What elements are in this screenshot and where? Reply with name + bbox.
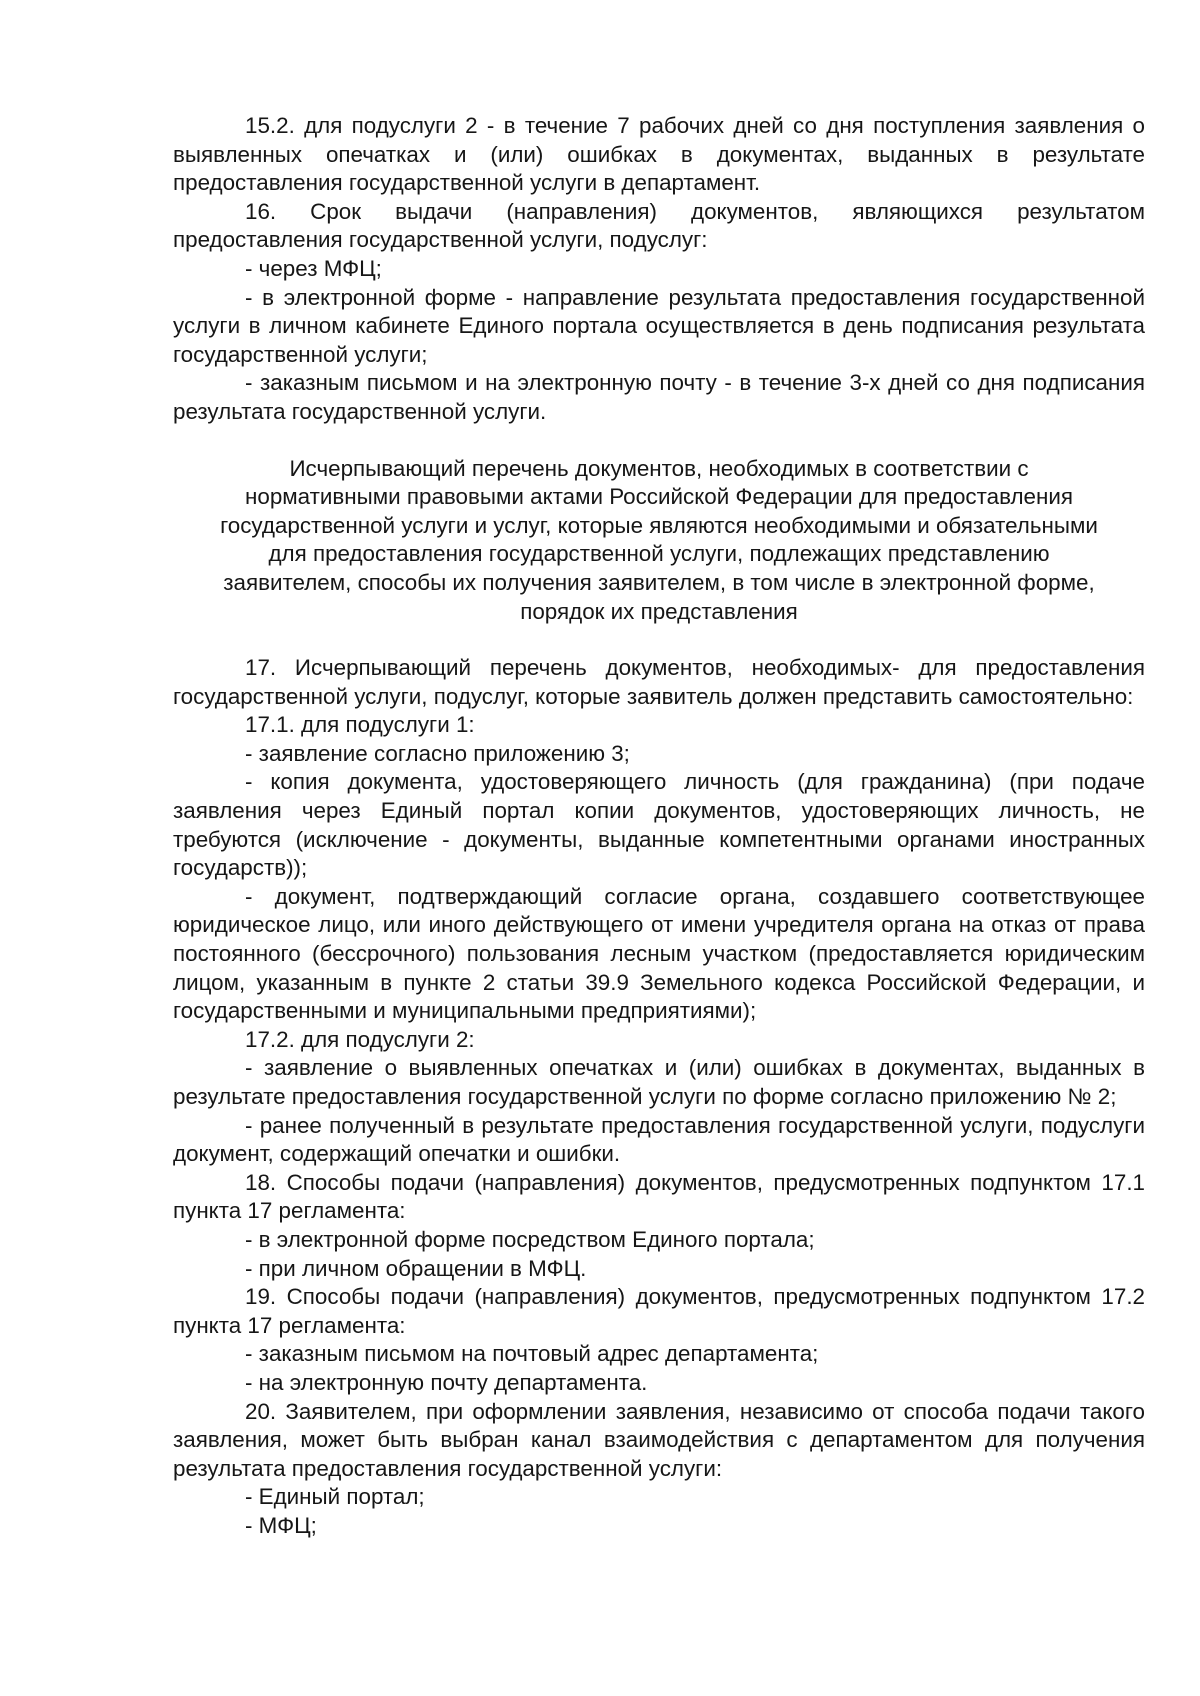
paragraph-17-2: 17.2. для подуслуги 2: xyxy=(245,1026,475,1052)
paragraph-17-1: 17.1. для подуслуги 1: xyxy=(245,712,475,738)
list-item: - заказным письмом на почтовый адрес департамента; xyxy=(245,1341,819,1367)
list-item: - заявление согласно приложению 3; xyxy=(245,740,630,766)
paragraph-18: 18. Способы подачи (направления) документов, предусмотренных подпунктом 17.1 пункта 17 регламента: xyxy=(173,1169,1145,1224)
document-body xyxy=(173,112,1145,1541)
list-item: - МФЦ; xyxy=(245,1512,317,1538)
list-item: - заявление о выявленных опечатках и (или) ошибках в документах, выданных в результате предоставления государственной услуги по форме согласно приложению № 2; xyxy=(173,1055,1145,1109)
heading-line: для предоставления государственной услуги, подлежащих представлению xyxy=(268,541,1050,567)
list-item: - на электронную почту департамента. xyxy=(245,1369,648,1395)
list-item: - копия документа, удостоверяющего личность (для гражданина) (при подаче заявления через Единый портал копии документов, удостоверяющих личность, не требуются (исключение - документы, выданные компетентными органами иностранных государств)); xyxy=(173,769,1145,881)
section-heading xyxy=(173,455,1145,627)
paragraph-17: 17. Исчерпывающий перечень документов, необходимых- для предоставления государственной услуги, подуслуг, которые заявитель должен представить самостоятельно: xyxy=(173,655,1145,709)
paragraph-15-2: 15.2. для подуслуги 2 - в течение 7 рабочих дней со дня поступления заявления о выявленных опечатках и (или) ошибках в документах, выданных в результате предоставления государственной услуги в департамент. xyxy=(173,113,1145,196)
paragraph-19: 19. Способы подачи (направления) документов, предусмотренных подпунктом 17.2 пункта 17 регламента: xyxy=(173,1284,1145,1338)
list-item: - ранее полученный в результате предоставления государственной услуги, подуслуги документ, содержащий опечатки и ошибки. xyxy=(173,1112,1145,1167)
list-item: - при личном обращении в МФЦ. xyxy=(245,1255,587,1281)
list-item-registered-mail: - заказным письмом и на электронную почту - в течение 3-х дней со дня подписания результата государственной услуги. xyxy=(173,370,1145,424)
paragraph-20: 20. Заявителем, при оформлении заявления, независимо от способа подачи такого заявления, может быть выбран канал взаимодействия с департаментом для получения результата предоставления государственной услуги: xyxy=(173,1398,1145,1481)
list-item: - в электронной форме посредством Единого портала; xyxy=(245,1226,815,1252)
list-item: - Единый портал; xyxy=(245,1484,425,1510)
list-item-mfc: - через МФЦ; xyxy=(245,255,382,281)
heading-line: нормативными правовыми актами Российской Федерации для предоставления xyxy=(245,484,1073,510)
paragraph-16: 16. Срок выдачи (направления) документов, являющихся результатом предоставления государственной услуги, подуслуг: xyxy=(173,198,1145,253)
list-item-electronic: - в электронной форме - направление результата предоставления государственной услуги в личном кабинете Единого портала осуществляется в день подписания результата государственной услуги; xyxy=(173,284,1145,367)
list-item: - документ, подтверждающий согласие органа, создавшего соответствующее юридическое лицо, или иного действующего от имени учредителя органа на отказ от права постоянного (бессрочного) пользования лесным участком (предоставляется юридическим лицом, указанным в пункте 2 статьи 39.9 Земельного кодекса Российской Федерации, и государственными и муниципальными предприятиями); xyxy=(173,883,1145,1024)
heading-line: порядок их представления xyxy=(520,598,798,624)
heading-line: Исчерпывающий перечень документов, необходимых в соответствии с xyxy=(289,455,1029,481)
heading-line: государственной услуги и услуг, которые являются необходимыми и обязательными xyxy=(220,512,1098,538)
heading-line: заявителем, способы их получения заявителем, в том числе в электронной форме, xyxy=(223,569,1095,595)
